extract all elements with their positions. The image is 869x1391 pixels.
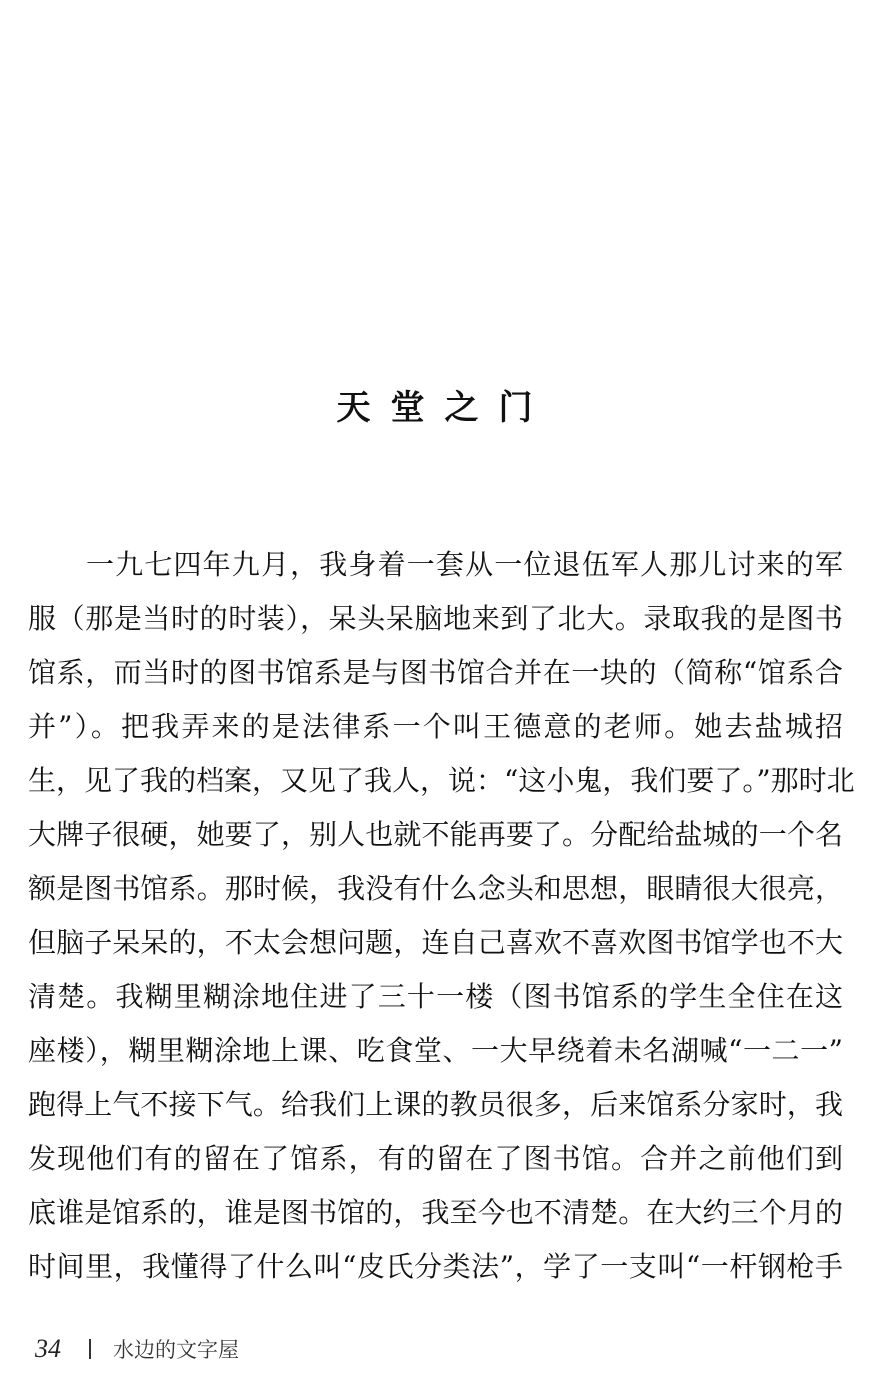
footer-divider [89, 1339, 91, 1359]
page-number: 34 [35, 1334, 61, 1363]
text-line: 馆系，而当时的图书馆系是与图书馆合并在一块的（简称“馆系合 [28, 656, 843, 689]
text-line: 但脑子呆呆的，不太会想问题，连自己喜欢不喜欢图书馆学也不大 [28, 926, 843, 959]
text-line: 一九七四年九月，我身着一套从一位退伍军人那儿讨来的军 [86, 548, 843, 581]
text-line: 座楼），糊里糊涂地上课、吃食堂、一大早绕着未名湖喊“一二一” [28, 1034, 843, 1067]
text-line: 跑得上气不接下气。给我们上课的教员很多，后来馆系分家时，我 [28, 1088, 843, 1121]
chapter-title: 天堂之门 [336, 388, 553, 428]
text-line: 并”）。把我弄来的是法律系一个叫王德意的老师。她去盐城招 [28, 710, 843, 743]
text-line: 服（那是当时的时装），呆头呆脑地来到了北大。录取我的是图书 [28, 602, 843, 635]
page-footer [35, 1333, 239, 1365]
text-line: 大牌子很硬，她要了，别人也就不能再要了。分配给盐城的一个名 [28, 818, 843, 851]
text-line: 额是图书馆系。那时候，我没有什么念头和思想，眼睛很大很亮， [28, 872, 843, 905]
body-paragraph [28, 538, 855, 1294]
book-title: 水边的文字屋 [113, 1338, 239, 1362]
text-line: 时间里，我懂得了什么叫“皮氏分类法”，学了一支叫“一杆钢枪手 [28, 1250, 843, 1283]
text-line: 发现他们有的留在了馆系，有的留在了图书馆。合并之前他们到 [28, 1142, 843, 1175]
text-line: 清楚。我糊里糊涂地住进了三十一楼（图书馆系的学生全住在这 [28, 980, 843, 1013]
text-line: 底谁是馆系的，谁是图书馆的，我至今也不清楚。在大约三个月的 [28, 1196, 843, 1229]
text-line: 生，见了我的档案，又见了我人，说：“这小鬼，我们要了。”那时北 [28, 764, 855, 797]
